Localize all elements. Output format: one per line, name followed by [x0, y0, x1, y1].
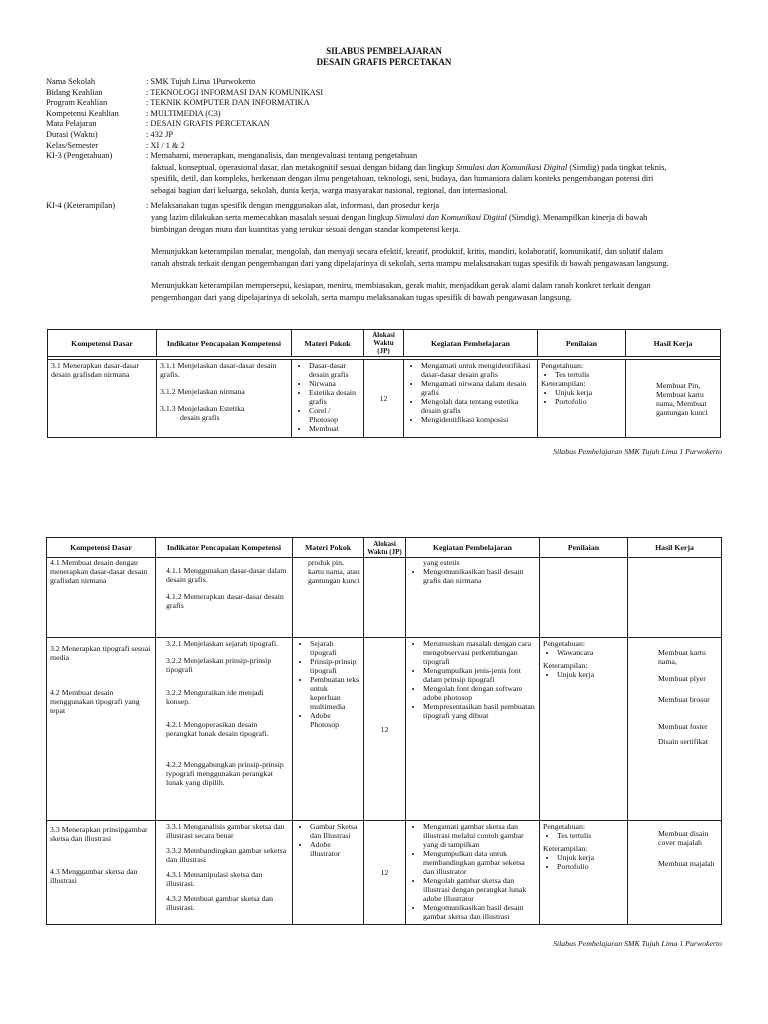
ki4-text: yang lazim dilakukan serta memecahkan masalah sesuai dengan lingkup Simulasi dan Komunikasi Digital (Simdig). Menampilkan kinerja di bawah bimbingan dengan mutu dan kuantitas yang terukur sesuai dengan standar kompetensi kerja. Menunjukkan keterampilan menalar, mengolah, dan menyaji secara efektif, kreatif, produktif, kritis, mandiri, kolaboratif, komunikatif, dan solutif dalam ranah abstrak terkait dengan pengembangan dari yang dipelajarinya di sekolah, serta mampu melaksanakan tugas spesifik di bawah pengawasan langsung. Menunjukkan keterampilan mempersepsi, kesiapan, meniru, membiasakan, gerak mahir, menjadikan gerak alami dalam ranah konkret terkait dengan pengembangan dari yang dipelajarinya di sekolah, serta mampu melaksanakan tugas spesifik di bawah pengawasan langsung.: [151, 212, 669, 302]
hasil-cell: Membuat disain cover majalah Membuat majalah: [628, 821, 722, 925]
header-penilaian: Penilaian: [540, 538, 628, 558]
info-row: Program Keahlian : TEKNIK KOMPUTER DAN INFORMATIKA: [46, 98, 310, 108]
table-row: [47, 638, 722, 821]
syllabus-info: [46, 77, 726, 304]
header-kegiatan: Kegiatan Pembelajaran: [406, 538, 540, 558]
syllabus-table-2: [46, 537, 722, 925]
list-item: • Mengomunikasikan hasil desain gambar sketsa dan illustrasi: [423, 903, 536, 921]
hasil-cell: Membuat kartu nama, Membuat plyer Membuat brosur Membuat foster Disain sertifikat: [628, 638, 722, 821]
alokasi-cell: 12: [364, 821, 406, 925]
info-row: Kompetensi Keahlian : MULTIMEDIA (C3): [46, 108, 221, 118]
list-item: • Mengumpulkan jenis-jenis font dalam prinsip tipografi: [423, 666, 536, 684]
document-title: [0, 46, 768, 68]
list-item: • Unjuk kerja: [555, 388, 622, 397]
info-row: Bidang Keahlian : TEKNOLOGI INFORMASI DAN KOMUNIKASI: [46, 87, 324, 97]
list-item: • Wawancara: [557, 648, 624, 657]
kegiatan-cell: [404, 360, 538, 438]
alokasi-cell: 12: [364, 638, 406, 821]
header-indikator: Indikator Pencapaian Kompetensi: [156, 538, 293, 558]
list-item: • Nirwana: [309, 379, 360, 388]
title-line-1: SILABUS PEMBELAJARAN: [326, 46, 442, 56]
ipk-cell: 3.2.1 Menjelaskan sejarah tipografi. 3.2.2 Menjelaskan prinsip-prinsip tipografi 3.2.2 Menguraikan ide menjadi konsep. 4.2.1 Mengoperasikan desain perangkat lunak desain tipografi. 4.2.2 Menggabungkan prinsip-prinsip typografi menggunakan perangkat lunak yang dipilih.: [156, 638, 293, 821]
list-item: • Gambar Sketsa dan Illustrasi: [310, 822, 360, 840]
list-item: • Unjuk kerja: [557, 670, 624, 679]
materi-cell: produk pin, kartu nama, atau gantungan kunci: [293, 558, 364, 638]
alokasi-cell: 12: [364, 360, 404, 438]
table-row: [47, 821, 722, 925]
ki3-row: KI-3 (Pengetahuan) : Memahami, menerapkan, menganalisis, dan mengevaluasi tentang pengetahuan: [46, 151, 418, 161]
list-item: • Tes tertulis: [555, 370, 622, 379]
info-row: Kelas/Semester : XI / 1 & 2: [46, 140, 185, 150]
header-penilaian: Penilaian: [538, 330, 626, 357]
materi-cell: [292, 360, 364, 438]
header-kompetensi-dasar: Kompetensi Dasar: [47, 538, 156, 558]
list-item: • Adobe Photosop: [310, 711, 360, 729]
header-alokasi: Alokasi Waktu (JP): [364, 330, 404, 357]
info-row: Mata Pelajaran : DESAIN GRAFIS PERCETAKAN: [46, 119, 270, 129]
page-footer-2: Silabus Pembelajaran SMK Tujuh Lima 1 Purwokerto: [553, 939, 722, 948]
list-item: • Merumuskan masalah dengan cara mengobservasi perkembangan tipografi: [423, 639, 536, 666]
penilaian-cell: Pengetahuan: • Wawancara Keterampilan: • Unjuk kerja: [540, 638, 628, 821]
table-row: [47, 558, 722, 638]
list-item: • Mengolah font dengan software adobe photosop: [423, 684, 536, 702]
list-item: • Dasar-dasar desain grafis: [309, 361, 360, 379]
header-kompetensi-dasar: Kompetensi Dasar: [48, 330, 157, 357]
list-item: • Mengamati gambar sketsa dan illustrasi melalui contoh gambar yang di tampilkan: [423, 822, 536, 849]
list-item: • Mengidentifikasi komposisi: [421, 415, 534, 424]
materi-cell: [293, 821, 364, 925]
kd-cell: 3.1 Menerapkan dasar-dasar desain grafisdan nirmana: [48, 360, 157, 438]
list-item: • Tes tertulis: [557, 831, 624, 840]
header-alokasi: Alokasi Waktu (JP): [364, 538, 406, 558]
list-item: • Membuat: [309, 424, 360, 433]
ipk-cell: 4.1.1 Menggunakan dasar-dasar dalam desain grafis. 4.1.2 Memerapkan dasar-dasar desain grafis: [156, 558, 293, 638]
info-row: Durasi (Waktu) : 432 JP: [46, 129, 173, 139]
list-item: • Mengolah data tentang estetika desain grafis: [421, 397, 534, 415]
list-item: • Sejarah tipografi: [310, 639, 360, 657]
list-item: • Prinsip-prinsip tipografi: [310, 657, 360, 675]
kd-cell: 4.1 Membuat desain dengan menerapkan dasar-dasar desain grafisdan nirmana: [47, 558, 156, 638]
list-item: • Portofolio: [555, 397, 622, 406]
info-row: Nama Sekolah : SMK Tujuh Lima 1Purwokerto: [46, 77, 256, 86]
list-item: • Portofolio: [557, 862, 624, 871]
ipk-cell: 3.3.1 Menganalisis gambar sketsa dan illustrasi secara benar 3.3.2 Membandingkan gambar seketsa dan illustrasi 4.3.1 Memanipulasi sketsa dan illustrasi. 4.3.2 Membuat gambar sketsa dan illustrasi.: [156, 821, 293, 925]
list-item: • Corel / Photosop: [309, 406, 360, 424]
list-item: • Mempresentasikan hasil pembuatan tipografi yang dibuat: [423, 702, 536, 720]
penilaian-cell: [540, 558, 628, 638]
table-row: [48, 360, 721, 438]
list-item: • Mengamati untuk mengidentifikasi dasar-dasar desain grafis: [421, 361, 534, 379]
list-item: • Estetika desain grafis: [309, 388, 360, 406]
materi-cell: [293, 638, 364, 821]
header-materi: Materi Pokok: [292, 330, 364, 357]
list-item: • Adobe illustrator: [310, 840, 360, 858]
ki3-text: faktual, konseptual, operasional dasar, dan metakognitif sesuai dengan bidang dan lingkup Simulasi dan Komunikasi Digital (Simdig) pada tingkat teknis, spesifik, detil, dan kompleks, berkenaan dengan ilmu pengetahuan, teknologi, seni, budaya, dan humaniora dalam konteks pengembangan potensi diri sebagai bagian dari keluarga, sekolah, dunia kerja, warga masyarakat nasional, regional, dan internasional.: [151, 162, 667, 195]
alokasi-cell: [364, 558, 406, 638]
kegiatan-cell: [406, 638, 540, 821]
list-item: • Unjuk kerja: [557, 853, 624, 862]
ki4-row: KI-4 (Keterampilan) : Melaksanakan tugas spesifik dengan menggunakan alat, informasi, dan prosedur kerja: [46, 201, 440, 211]
penilaian-cell: Pengetahuan: • Tes tertulis Keterampilan: • Unjuk kerja • Portofolio: [540, 821, 628, 925]
list-item: • Mengumpulkan data untuk membandingkan gambar seketsa dan illustrator: [423, 849, 536, 876]
list-item: • Mengomunikasikan hasil desain grafis dan nirmana: [423, 567, 536, 585]
title-line-2: DESAIN GRAFIS PERCETAKAN: [316, 57, 452, 67]
list-item: • Mengamati nirwana dalam desain grafis: [421, 379, 534, 397]
kd-cell: 3.2 Menerapkan tipografi sesuai media 4.2 Membuat desain menggunakan tipografi yang tepat: [47, 638, 156, 821]
list-item: • Pembuatan teks untuk keperluan multimedia: [310, 675, 360, 711]
header-hasil-kerja: Hasil Kerja: [626, 330, 721, 357]
hasil-cell: Membuat Pin, Membuat kartu nama, Membuat gantungan kunci: [626, 360, 721, 438]
kegiatan-cell: [406, 821, 540, 925]
kd-cell: 3.3 Menerapkan prinsipgambar sketsa dan illustrasi 4.3 Menggambar sketsa dan illustrasi: [47, 821, 156, 925]
page-footer-1: Silabus Pembelajaran SMK Tujuh Lima 1 Purwokerto: [553, 447, 722, 456]
hasil-cell: [628, 558, 722, 638]
list-item: • Mengolah gambar sketsa dan illustrasi dengan perangkat lunak adobe illustrator: [423, 876, 536, 903]
penilaian-cell: Pengetahuan: • Tes tertulis Keterampilan: • Unjuk kerja • Portofolio: [538, 360, 626, 438]
ipk-cell: 3.1.1 Menjelaskan dasar-dasar desain grafis. 3.1.2 Menjelaskan nirmana 3.1.3 Menjelaskan Estetika desain grafis: [157, 360, 292, 438]
header-materi: Materi Pokok: [293, 538, 364, 558]
header-indikator: Indikator Pencapaian Kompetensi: [157, 330, 292, 357]
syllabus-table-1: [47, 329, 721, 438]
kegiatan-cell: yang estetis • Mengomunikasikan hasil desain grafis dan nirmana: [406, 558, 540, 638]
header-hasil-kerja: Hasil Kerja: [628, 538, 722, 558]
header-kegiatan: Kegiatan Pembelajaran: [404, 330, 538, 357]
